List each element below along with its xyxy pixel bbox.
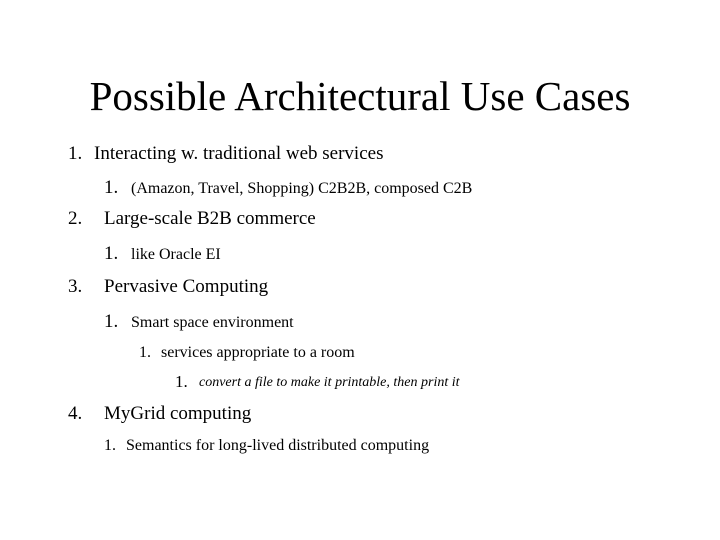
sub-text: like Oracle EI: [131, 246, 221, 263]
sub-text: Semantics for long-lived distributed computing: [126, 437, 430, 454]
sub-number: 1.: [104, 437, 116, 454]
slide-title: Possible Architectural Use Cases: [89, 73, 631, 119]
list-text: MyGrid computing: [104, 403, 252, 424]
list-text: Large-scale B2B commerce: [104, 208, 316, 229]
list-number: 4.: [68, 403, 83, 424]
sub-number: 1.: [104, 177, 119, 198]
sub-text: (Amazon, Travel, Shopping) C2B2B, composed C2B: [131, 180, 473, 197]
sub-number: 1.: [139, 344, 151, 361]
list-text: Pervasive Computing: [104, 276, 269, 297]
sub-text: convert a file to make it printable, then print it: [199, 375, 460, 390]
sub-text: Smart space environment: [131, 314, 294, 331]
sub-text: services appropriate to a room: [161, 344, 355, 361]
list-text: Interacting w. traditional web services: [94, 143, 384, 164]
sub-number: 1.: [104, 243, 119, 264]
list-number: 3.: [68, 276, 83, 297]
sub-number: 1.: [104, 311, 119, 332]
list-number: 1.: [68, 143, 83, 164]
sub-number: 1.: [175, 372, 188, 391]
list-number: 2.: [68, 208, 83, 229]
